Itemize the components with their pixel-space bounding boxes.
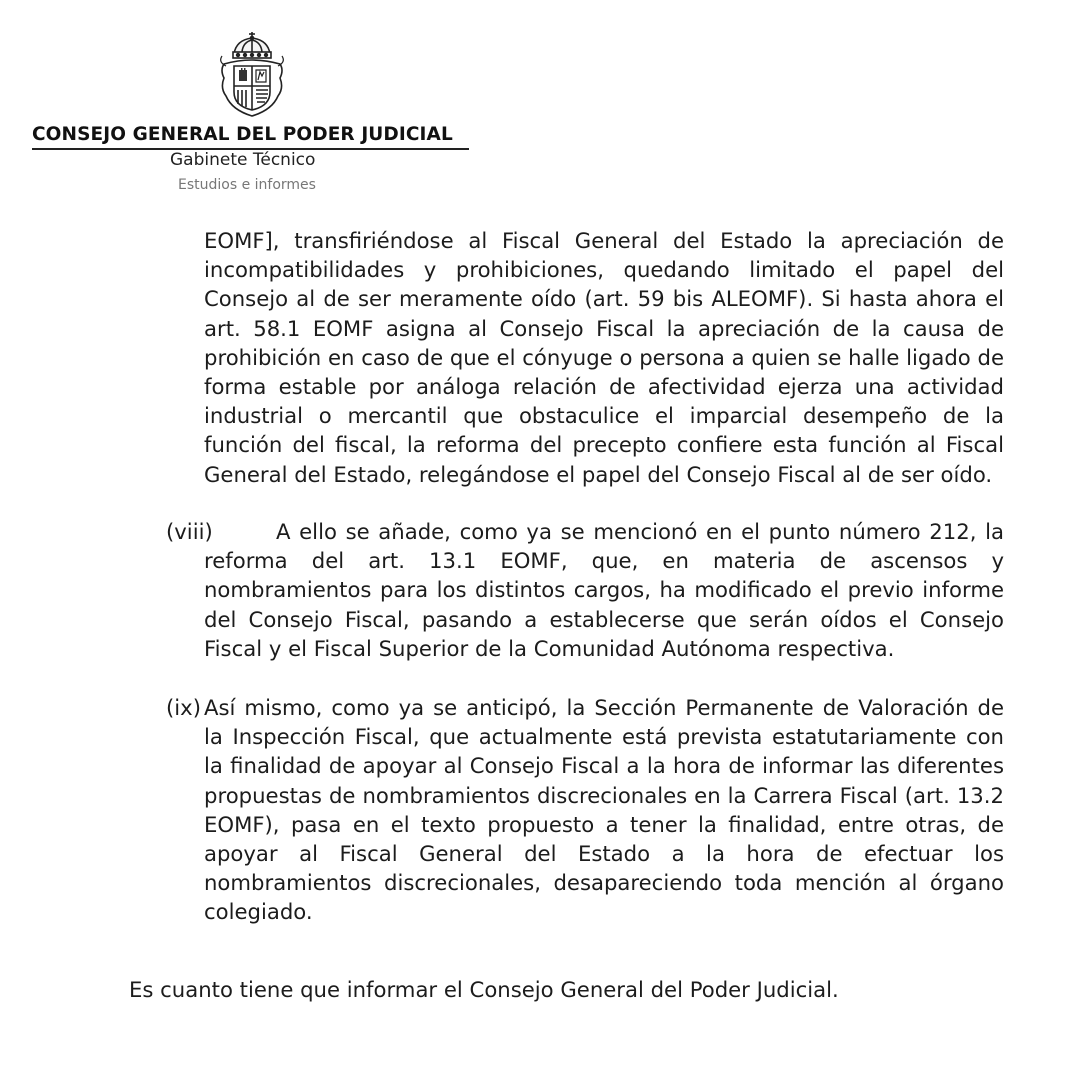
list-item-viii-text: A ello se añade, como ya se mencionó en el punto número 212, la reforma del art. 13.1 EOMF, que, en materia de ascensos y nombramientos para los distintos cargos, ha modificado el previo informe del Consejo Fiscal, pasando a establecerse que serán oídos el Consejo Fiscal y el Fiscal Superior de la Comunidad Autónoma respectiva. xyxy=(204,519,1004,661)
list-item-ix-text: Así mismo, como ya se anticipó, la Sección Permanente de Valoración de la Inspección Fiscal, que actualmente está prevista estatutariamente con la finalidad de apoyar al Consejo Fiscal a la hora de informar las diferentes propuestas de nombramientos discrecionales en la Carrera Fiscal (art. 13.2 EOMF), pasa en el texto propuesto a tener la finalidad, entre otras, de apoyar al Fiscal General del Estado a la hora de efectuar los nombramientos discrecionales, desapareciendo toda mención al órgano colegiado. xyxy=(204,695,1004,925)
list-item-ix xyxy=(204,693,1004,927)
subdepartment-name: Estudios e informes xyxy=(178,177,316,193)
org-name: CONSEJO GENERAL DEL PODER JUDICIAL xyxy=(32,124,453,145)
list-marker-ix: (ix) xyxy=(166,695,201,720)
closing-statement: Es cuanto tiene que informar el Consejo General del Poder Judicial. xyxy=(129,977,839,1002)
list-marker-viii: (viii) xyxy=(166,519,213,544)
list-item-viii xyxy=(204,517,1004,663)
department-name: Gabinete Técnico xyxy=(170,150,316,170)
coat-of-arms-icon xyxy=(216,30,288,118)
paragraph-continued: EOMF], transfiriéndose al Fiscal General del Estado la apreciación de incompatibilidades y prohibiciones, quedando limitado el papel del Consejo al de ser meramente oído (art. 59 bis ALEOMF). Si hasta ahora el art. 58.1 EOMF asigna al Consejo Fiscal la apreciación de la causa de prohibición en caso de que el cónyuge o persona a quien se halle ligado de forma estable por análoga relación de afectividad ejerza una actividad industrial o mercantil que obstaculice el imparcial desempeño de la función del fiscal, la reforma del precepto confiere esta función al Fiscal General del Estado, relegándose el papel del Consejo Fiscal al de ser oído. xyxy=(204,228,1004,487)
